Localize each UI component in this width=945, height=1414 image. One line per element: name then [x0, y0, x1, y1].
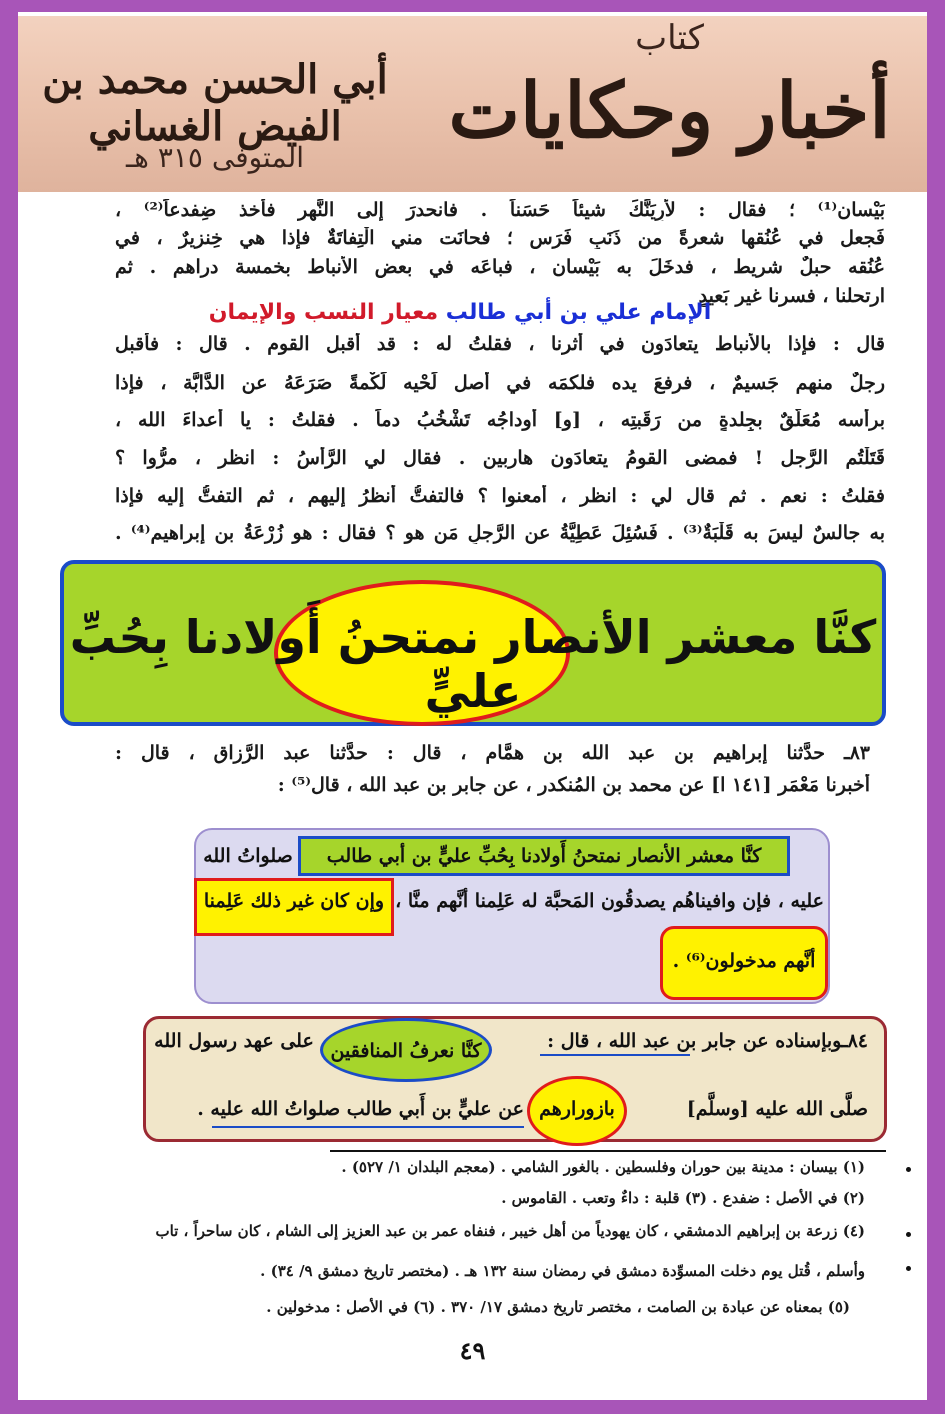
hadith-84-line2-end: عن عليٍّ بن أَبي طالب صلواتُ الله عليه . — [197, 1098, 524, 1120]
hadith-84-line1 — [494, 1030, 868, 1052]
title-banner — [412, 16, 927, 192]
body-line: قَتَلْتُم الرَّجل ! فمضى القومُ يتعادَون هاربين . فقال لي الرَّأسُ : انظر ، مرُّوا ؟ — [115, 447, 885, 469]
salawat-text: صلواتُ الله — [203, 845, 293, 867]
body-line: قال : فإذا بالأنباط يتعادَون في أثرنا ، فقلتُ له : قد أقبل القوم . قال : فأقبل — [115, 333, 885, 355]
sub-heading-criterion: معيار النسب والإيمان — [208, 300, 439, 325]
body-line: بَيْسان⁽¹⁾ ؛ فقال : لأُرِيَنَّكَ شيئاً حَسَناً . فانحدرَ إلى النَّهر فأخذ ضِفدعاً⁽²⁾ ، — [115, 199, 885, 221]
footnote: (٢) في الأصل : ضفدع . (٣) قلبة : داءٌ وتعب . القاموس . — [501, 1189, 865, 1207]
ali-underline — [212, 1126, 524, 1128]
green-oval-text: كنَّا نعرفُ المنافقين — [330, 1040, 482, 1062]
sub-heading-imam: الإمام علي بن أبي طالب — [445, 300, 712, 325]
footnote: (٤) زرعة بن إبراهيم الدمشقي ، كان يهودياً من أهل خيبر ، فنفاه عمر بن عبد العزيز إلى الشام ، كان ساحراً ، تاب — [155, 1222, 865, 1240]
footnote-rule — [330, 1150, 886, 1152]
yellow-highlight-end-text: أنَّهم مدخولون⁽⁶⁾ . — [672, 950, 816, 972]
hadith-83-line: أَخبرنا مَعْمَر [١٤١ ا] عن محمد بن المُنكدر ، عن جابر بن عبد الله ، قال⁽⁵⁾ : — [277, 774, 870, 796]
author-name: أبي الحسن محمد بن الفيض الغساني — [42, 56, 388, 150]
page-number: ٤٩ — [459, 1336, 486, 1365]
body-line: فَجعل في عُنُقها شعرةً من ذَنَبِ فَرَس ؛ فحانَت مني الْتِفاتَةٌ فإذا هي خِنزيرٌ ، في — [115, 227, 885, 249]
body-line: رجلٌ منهم جَسيمٌ ، فرفعَ يده فلكمَه في أصل لَحْيه لَكْمةً صَرَعَهُ عن الدَّابَّة ، فإذا — [115, 372, 885, 394]
hadith-83-line: ٨٣ـ حدَّثنا إبراهيم بن عبد الله بن همَّام ، قال : حدَّثنا عبد الرَّزاق ، قال : — [115, 742, 870, 764]
footnote-bullet — [906, 1167, 911, 1172]
callout-text: كنَّا معشر الأنصار نمتحنُ أَولادنا بِحُبِّ عليٍّ — [69, 610, 877, 718]
hadith-84-isnad: وبإسناده عن جابر بن عبد الله ، قال : — [547, 1030, 842, 1052]
hadith-84-number: ٨٤ـ — [842, 1030, 868, 1052]
yellow-oval-text: بازورارهم — [539, 1098, 615, 1120]
footnote-bullet — [906, 1232, 911, 1237]
body-line: ارتحلنا ، فسرنا غير بَعيدٍ — [698, 285, 885, 307]
hadith-83-line4: عليه ، فإن وافيناهُم يصدقُون المَحبَّة له عَلِمنا أنَّهم منَّا ، — [395, 890, 824, 912]
body-line: فقلتُ : نعم . ثم قال لي : انظر ، أمعنوا ؟ فالتفتُّ أنظرُ إليهم ، ثم التفتُّ إليه فإذا — [115, 485, 885, 507]
footnote: وأسلم ، قُتل يوم دخلت المسوِّدة دمشق في رمضان سنة ١٣٢ هـ . (مختصر تاريخ دمشق ٩/ ٣٤) . — [260, 1262, 865, 1280]
author-death-date: المتوفى ٣١٥ هـ — [125, 141, 305, 174]
isnad-underline — [540, 1054, 690, 1056]
author-banner — [18, 16, 414, 192]
green-highlight-text: كنَّا معشر الأنصار نمتحنُ أَولادنا بِحُبِّ عليٍّ بن أبي طالب — [326, 845, 762, 867]
footnote: (٥) بمعناه عن عبادة بن الصامت ، مختصر تاريخ دمشق ١٧/ ٣٧٠ . (٦) في الأصل : مدخولين . — [266, 1298, 850, 1316]
hadith-84-after-oval: على عهد رسول الله — [154, 1030, 314, 1052]
sub-heading — [160, 300, 760, 325]
hadith-84-line2-start: صلَّى الله عليه [وسلَّم] — [686, 1098, 868, 1120]
body-line: به جالسٌ ليسَ به قَلْبَةٌ⁽³⁾ . فَسُئِلَ عَطِيَّةُ عن الرَّجلِ مَن هو ؟ فقال : هو زُرْعَةُ بن إبراهيم⁽⁴⁾ . — [115, 522, 885, 544]
body-line: برأسه مُعَلَّقٌ بجِلدةٍ من رَقَبتِه ، [و] أوداجُه تَشْخُبُ دماً . فقلتُ : يا أعداءَ الله ، — [115, 409, 885, 431]
body-line: عُنُقه حبلٌ شريط ، فدخَلَ به بَيْسان ، فباعَه في بعض الأنباط بخمسة دراهم . ثم — [115, 256, 885, 278]
footnote: (١) بيسان : مدينة بين حوران وفلسطين . بالغور الشامي . (معجم البلدان ١/ ٥٢٧) . — [341, 1158, 865, 1176]
footnote-bullet — [906, 1266, 911, 1271]
yellow-highlight-text: وإن كان غير ذلك عَلِمنا — [203, 890, 385, 912]
book-label: كتاب — [635, 18, 704, 58]
book-title: أخبار وحكايات — [448, 66, 891, 155]
